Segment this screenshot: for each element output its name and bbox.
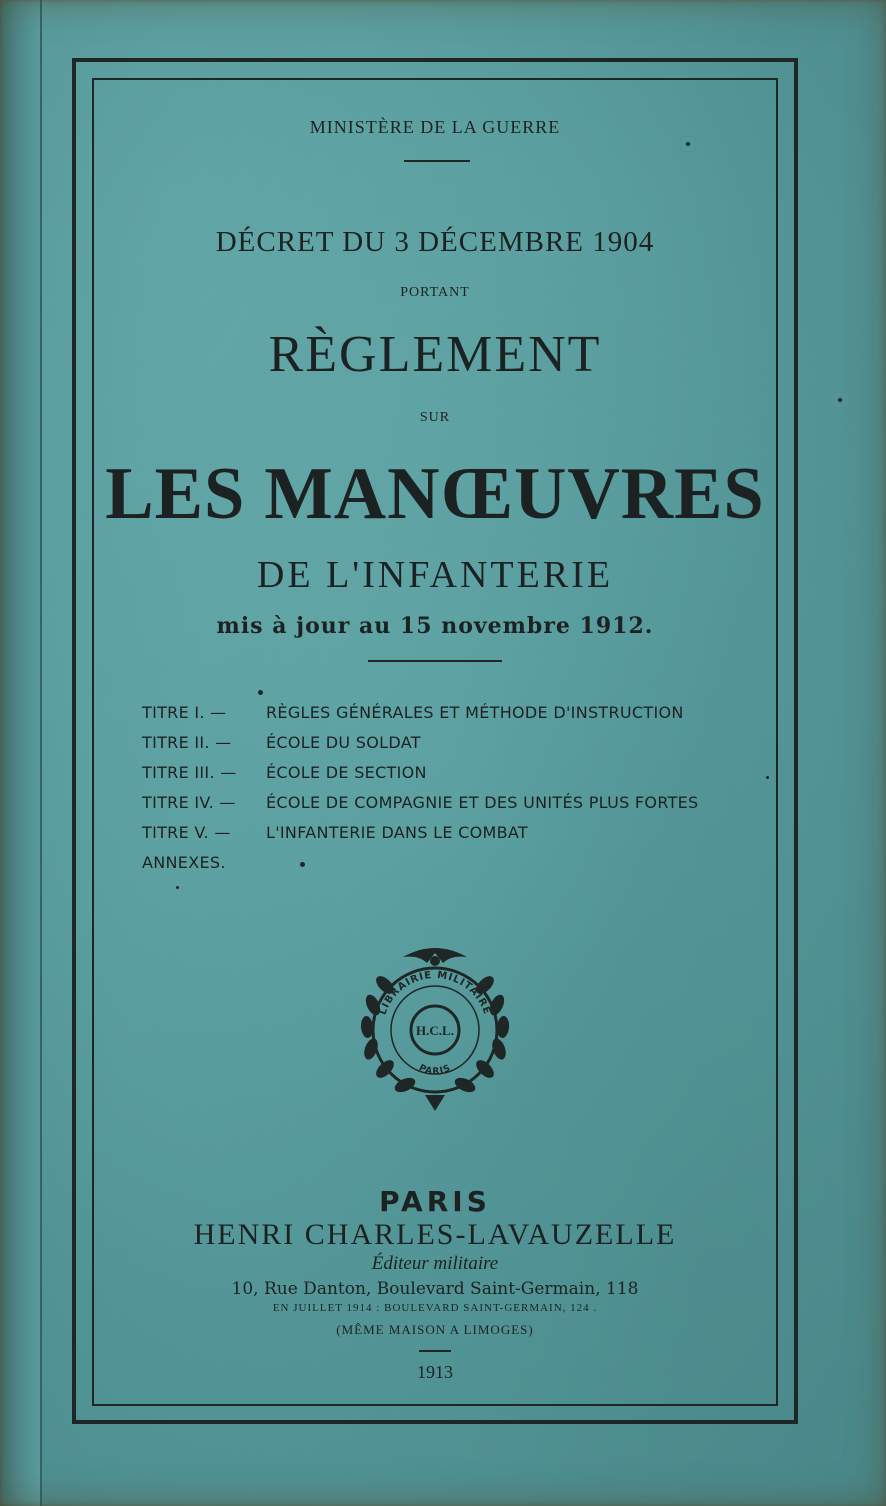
- toc-item: [142, 823, 762, 853]
- toc-item: [142, 733, 762, 763]
- publisher-seal-icon: [355, 935, 515, 1115]
- publisher-role: Éditeur militaire: [371, 1253, 499, 1274]
- toc-number: ANNEXES.: [142, 853, 226, 872]
- main-title: LES MANŒUVRES: [105, 453, 765, 535]
- ink-speck: [258, 690, 263, 695]
- subtitle: DE L'INFANTERIE: [256, 554, 614, 596]
- update-note: mis à jour au 15 novembre 1912.: [216, 613, 654, 639]
- seal-ring-text: LIBRAIRIE MILITAIRE: [377, 969, 493, 1017]
- ink-speck: [176, 886, 179, 889]
- divider-rule: [368, 660, 502, 662]
- toc-item: [142, 703, 762, 733]
- toc-item: [142, 763, 762, 793]
- toc-title: RÈGLES GÉNÉRALES ET MÉTHODE D'INSTRUCTION: [266, 703, 684, 722]
- sur-label: SUR: [419, 410, 451, 425]
- publisher-name: HENRI CHARLES-LAVAUZELLE: [193, 1218, 677, 1251]
- toc-item: [142, 793, 762, 823]
- seal-bottom-text: PARIS: [417, 1063, 453, 1078]
- svg-text:LIBRAIRIE MILITAIRE: [377, 970, 492, 1017]
- seal-center-text: H.C.L.: [416, 1023, 454, 1038]
- toc-number: TITRE I. —: [142, 703, 227, 722]
- toc-title: ÉCOLE DU SOLDAT: [266, 733, 421, 752]
- ink-speck: [686, 142, 690, 146]
- ink-speck: [766, 776, 769, 779]
- table-of-contents: [142, 703, 762, 883]
- toc-number: TITRE V. —: [142, 823, 231, 842]
- toc-title: L'INFANTERIE DANS LE COMBAT: [266, 823, 528, 842]
- divider-rule: [419, 1350, 451, 1352]
- toc-number: TITRE IV. —: [142, 793, 236, 812]
- branch-note: (MÊME MAISON A LIMOGES): [336, 1322, 534, 1337]
- toc-number: TITRE III. —: [142, 763, 237, 782]
- ministry-heading: MINISTÈRE DE LA GUERRE: [309, 117, 561, 137]
- toc-title: ÉCOLE DE COMPAGNIE ET DES UNITÉS PLUS FORTES: [266, 793, 699, 812]
- portant-label: PORTANT: [400, 285, 470, 300]
- reglement-title: RÈGLEMENT: [268, 326, 602, 383]
- svg-text:PARIS: [417, 1063, 453, 1077]
- ink-speck: [300, 862, 305, 867]
- imprint-city: PARIS: [379, 1185, 491, 1218]
- decree-line: DÉCRET DU 3 DÉCEMBRE 1904: [215, 226, 655, 258]
- book-spine: [0, 0, 42, 1506]
- toc-title: ÉCOLE DE SECTION: [266, 763, 427, 782]
- toc-item: [142, 853, 762, 883]
- publication-year: 1913: [417, 1362, 453, 1382]
- publisher-address: 10, Rue Danton, Boulevard Saint-Germain, 118: [231, 1279, 639, 1299]
- ink-speck: [838, 398, 842, 402]
- relocation-notice: EN JUILLET 1914 : BOULEVARD SAINT-GERMAIN, 124 .: [272, 1302, 598, 1314]
- toc-number: TITRE II. —: [142, 733, 232, 752]
- divider-rule: [404, 160, 470, 162]
